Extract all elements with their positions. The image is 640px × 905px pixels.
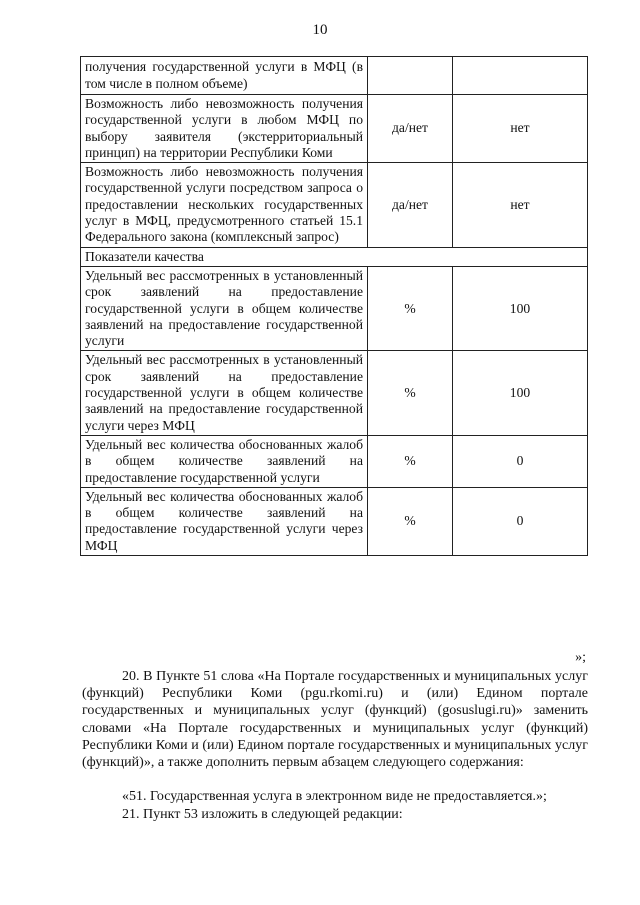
- table-cell-unit: %: [368, 351, 453, 435]
- table-row: [81, 266, 588, 350]
- table-cell-unit: %: [368, 435, 453, 487]
- table-cell-value: нет: [453, 163, 588, 247]
- table-cell-unit: %: [368, 266, 453, 350]
- quality-indicators-table: [80, 56, 588, 556]
- table-cell-unit: да/нет: [368, 95, 453, 163]
- paragraph-21: 21. Пункт 53 изложить в следующей редакции:: [122, 807, 403, 822]
- table-cell-unit: да/нет: [368, 163, 453, 247]
- table-cell-description: Возможность либо невозможность получения государственной услуги в любом МФЦ по выбору заявителя (экстерриториальный принцип) на территории Республики Коми: [81, 95, 368, 163]
- table-cell-value: 100: [453, 351, 588, 435]
- table-cell-description: Удельный вес количества обоснованных жалоб в общем количестве заявлений на предоставление государственной услуги: [81, 435, 368, 487]
- table-cell-value: нет: [453, 95, 588, 163]
- table-cell-unit: [368, 57, 453, 95]
- table-cell-value: 0: [453, 435, 588, 487]
- table-cell-description: Удельный вес количества обоснованных жалоб в общем количестве заявлений на предоставление государственной услуги через МФЦ: [81, 487, 368, 555]
- table-cell-unit: %: [368, 487, 453, 555]
- paragraph-20: 20. В Пункте 51 слова «На Портале государственных и муниципальных услуг (функций) Республики Коми (pgu.rkomi.ru) и (или) Едином портале государственных и муниципальных услуг (функций) (gosuslugi.ru)» заменить словами «На Портале государственных и муниципальных услуг (функций) Республики Коми и (или) Едином портале государственных и муниципальных услуг (функций)», а также дополнить первым абзацем следующего содержания:: [82, 669, 588, 771]
- page-number: 10: [312, 22, 328, 38]
- table-cell-description: Удельный вес рассмотренных в установленный срок заявлений на предоставление государственной услуги в общем количестве заявлений на предоставление государственной услуги: [81, 266, 368, 350]
- table-cell-description: Возможность либо невозможность получения государственной услуги посредством запроса о предоставлении нескольких государственных услуг в МФЦ, предусмотренного статьей 15.1 Федерального закона (комплексный запрос): [81, 163, 368, 247]
- quote-51: «51. Государственная услуга в электронном виде не предоставляется.»;: [122, 789, 547, 804]
- closing-quote: »;: [575, 650, 586, 665]
- table-row: [81, 57, 588, 95]
- table-row: [81, 95, 588, 163]
- table-row: [81, 163, 588, 247]
- table-cell-value: 100: [453, 266, 588, 350]
- section-header-quality: Показатели качества: [81, 247, 588, 266]
- table-section-row: [81, 247, 588, 266]
- table-cell-description: получения государственной услуги в МФЦ (в том числе в полном объеме): [81, 57, 368, 95]
- table-row: [81, 487, 588, 555]
- table-cell-value: [453, 57, 588, 95]
- table-cell-value: 0: [453, 487, 588, 555]
- table-cell-description: Удельный вес рассмотренных в установленный срок заявлений на предоставление государственной услуги в общем количестве заявлений на предоставление государственной услуги через МФЦ: [81, 351, 368, 435]
- table-row: [81, 435, 588, 487]
- table-row: [81, 351, 588, 435]
